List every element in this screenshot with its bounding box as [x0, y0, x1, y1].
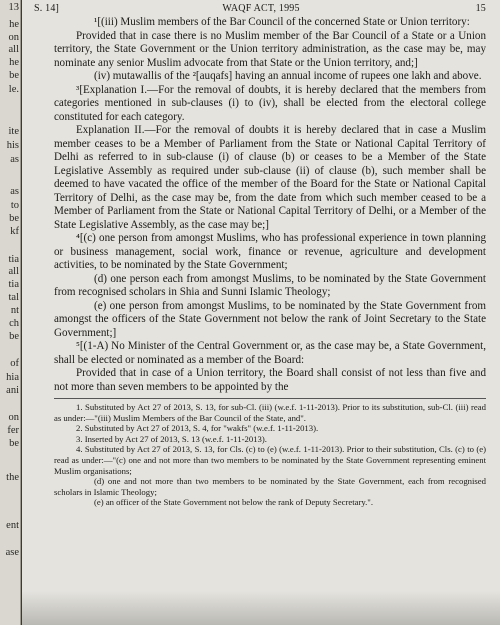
- margin-fragment: tal: [8, 292, 19, 303]
- paragraph-clause-iv: (iv) mutawallis of the ²[auqafs] having an annual income of rupees one lakh and above.: [94, 70, 482, 82]
- book-page: [22, 0, 500, 625]
- margin-fragment: ent: [6, 520, 19, 531]
- margin-fragment: the: [6, 472, 19, 483]
- paragraph-proviso-union-territory: Provided that in case of a Union territory, the Board shall consist of not less than five and not more than seven members to be appointed by the: [54, 367, 486, 393]
- margin-fragment: on: [8, 32, 19, 43]
- footnote-4: 4. Substituted by Act 27 of 2013, S. 13, for Cls. (c) to (e) (w.e.f. 1-11-2013). Prior to their substitution, Cls. (c) to (e) read as under:—"(c) one and not more than two members to be nominated by the State Government representing eminent Muslim organisations;: [54, 444, 486, 476]
- margin-fragment: be: [9, 438, 19, 449]
- margin-fragment: to: [10, 200, 19, 211]
- footnote-4-clause-e: (e) an officer of the State Government not below the rank of Deputy Secretary.".: [94, 497, 374, 508]
- margin-fragment: fer: [7, 425, 19, 436]
- page-number: 15: [475, 3, 486, 14]
- margin-fragment: ch: [9, 318, 19, 329]
- margin-fragment: nt: [10, 305, 19, 316]
- page-curl-shadow: [22, 591, 500, 625]
- margin-fragment: of: [10, 358, 19, 369]
- footnote-4-clause-d: (d) one and not more than two members to be nominated by the State Government, each from recognised scholars in Islamic Theology;: [54, 476, 486, 497]
- margin-fragment: on: [8, 412, 19, 423]
- margin-fragment: le.: [8, 84, 19, 95]
- margin-fragment: be: [9, 331, 19, 342]
- margin-fragment: 13: [8, 2, 19, 13]
- margin-fragment: his: [6, 140, 19, 151]
- footnotes: [54, 402, 486, 508]
- page-title: WAQF ACT, 1995: [222, 3, 300, 14]
- margin-fragment: as: [10, 186, 19, 197]
- footnote-2: 2. Substituted by Act 27 of 2013, S. 4, for "wakfs" (w.e.f. 1-11-2013).: [76, 423, 319, 434]
- margin-fragment: as: [10, 154, 19, 165]
- margin-fragment: tia: [8, 279, 19, 290]
- margin-fragment: all: [8, 44, 19, 55]
- margin-fragment: hia: [6, 372, 19, 383]
- paragraph-explanation-ii: Explanation II.—For the removal of doubts it is hereby declared that in case a Muslim member ceases to be a Member of Parliament from the State or National Capital Territory of Delhi as referred to in sub-clause (i) of clause (b) or ceases to be a Member of the State Legislative Assembly as required under sub-clause (ii) of clause (b), such member shall be deemed to have vacated the office of the member of the Board for the State or National Capital Territory of Delhi, as the case may be, from the date from which such member ceased to be a Member of Parliament from the State or National Capital Territory of Delhi, or a Member of the State Legislative Assembly, as the case may be;]: [54, 124, 486, 231]
- paragraph-clause-d: (d) one person each from amongst Muslims, to be nominated by the State Government from recognised scholars in Shia and Sunni Islamic Theology;: [54, 272, 486, 298]
- adjacent-page-strip: [0, 0, 21, 625]
- margin-fragment: ani: [6, 385, 19, 396]
- footnote-1: 1. Substituted by Act 27 of 2013, S. 13, for sub-Cl. (iii) (w.e.f. 1-11-2013). Prior to its substitution, sub-Cl. (iii) read as under:—"(iii) Muslim Members of the Bar Council of the State, and".: [54, 402, 486, 423]
- margin-fragment: ase: [5, 547, 19, 558]
- paragraph-clause-e: (e) one person from amongst Muslims, to be nominated by the State Government from amongst the officers of the State Government not below the rank of Joint Secretary to the State Government;]: [54, 299, 486, 339]
- paragraph-clause-iii: ¹[(iii) Muslim members of the Bar Council of the concerned State or Union territory:: [94, 16, 470, 28]
- paragraph-clause-c: ⁴[(c) one person from amongst Muslims, who has professional experience in town planning or business management, social work, finance or revenue, agriculture and development activities, to be nominated by the State Government;: [54, 232, 486, 271]
- section-reference: S. 14]: [34, 3, 60, 14]
- footnote-divider: [54, 398, 486, 399]
- paragraph-sub-section-1a: ⁵[(1-A) No Minister of the Central Government or, as the case may be, a State Government, shall be elected or nominated as a member of the Board:: [54, 340, 486, 366]
- margin-fragment: tia: [8, 254, 19, 265]
- body-text: [54, 16, 486, 508]
- margin-fragment: ite: [8, 126, 19, 137]
- margin-fragment: be: [9, 70, 19, 81]
- margin-fragment: all: [8, 266, 19, 277]
- paragraph-proviso-bar-council: Provided that in case there is no Muslim member of the Bar Council of a State or a Union territory, the State Government or the Union territory administration, as the case may be, may nominate any senior Muslim advocate from that State or the Union territory, and;]: [54, 29, 486, 69]
- paragraph-explanation-i: ³[Explanation I.—For the removal of doubts, it is hereby declared that the members from categories mentioned in sub-clauses (i) to (iv), shall be elected from the electoral college constituted for each category.: [54, 83, 486, 123]
- margin-fragment: he: [9, 57, 19, 68]
- margin-fragment: be: [9, 213, 19, 224]
- footnote-3: 3. Inserted by Act 27 of 2013, S. 13 (w.e.f. 1-11-2013).: [76, 433, 267, 444]
- running-header: [22, 3, 500, 17]
- margin-fragment: kf: [10, 226, 19, 237]
- margin-fragment: he: [9, 19, 19, 30]
